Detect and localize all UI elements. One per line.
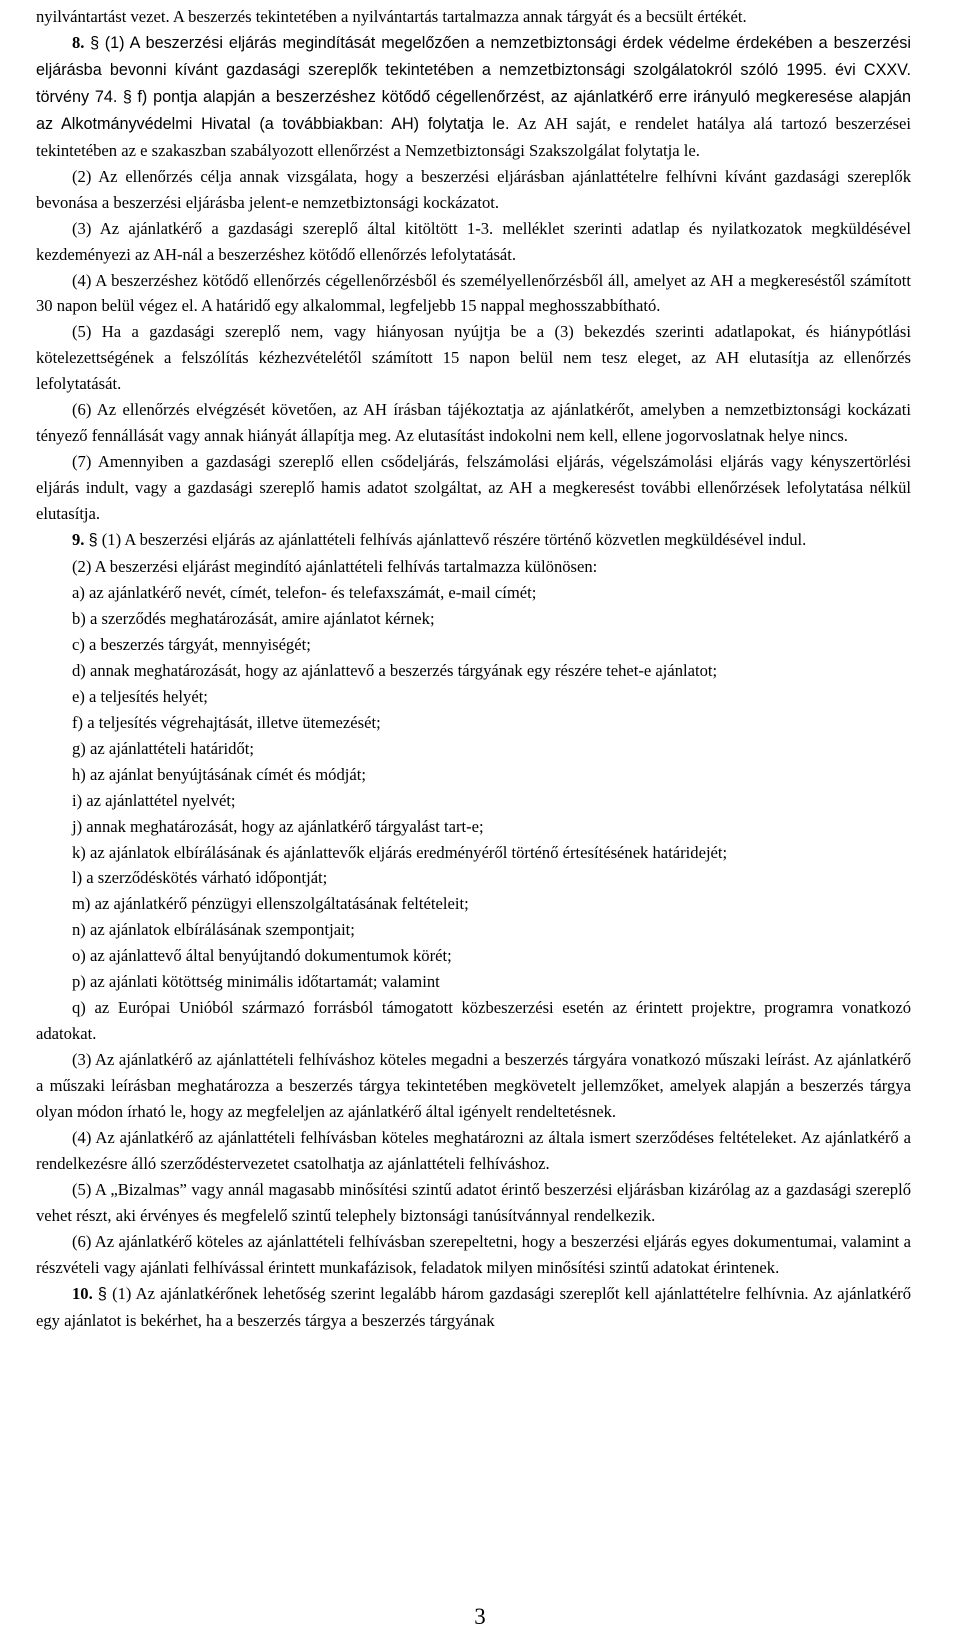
list-item: p) az ajánlati kötöttség minimális időtartamát; valamint: [72, 972, 440, 992]
list-item: e) a teljesítés helyét;: [72, 686, 208, 706]
section-8-paragraph-1-text-a: (1) A beszerzési eljárás megindítását megelőzően a nemzetbiztonsági érdek védelme érdekében a beszerzési eljárásba bevonni kívánt gazdasági szereplők tekintetében a nemzetbiztonsági szolgálatokról szóló 1995. évi CXXV. törvény 74.: [36, 33, 911, 106]
section-10-paragraph-1: [36, 1281, 911, 1334]
section-8-paragraph-3: (3) Az ajánlatkérő a gazdasági szereplő által kitöltött 1-3. melléklet szerinti adatlap és nyilatkozatok megküldésével kezdeményezi az AH-nál a beszerzéshez kötődő ellenőrzés lefolytatását.: [36, 218, 911, 264]
section-8-paragraph-5: (5) Ha a gazdasági szereplő nem, vagy hiányosan nyújtja be a (3) bekezdés szerinti adatlapokat, és hiánypótlási kötelezettségének a felszólítás kézhezvételétől számított 15 napon belül nem tesz eleget, az AH elutasítja az ellenőrzés lefolytatását.: [36, 322, 911, 394]
section-sign: §: [90, 33, 100, 52]
list-item: k) az ajánlatok elbírálásának és ajánlattevők eljárás eredményéről történő értesítésének határidejét;: [72, 842, 728, 862]
list-item: g) az ajánlattételi határidőt;: [72, 738, 254, 758]
list-item: l) a szerződéskötés várható időpontját;: [72, 868, 328, 888]
list-item: h) az ajánlat benyújtásának címét és módját;: [72, 764, 366, 784]
section-9-paragraph-4: (4) Az ajánlatkérő az ajánlattételi felhívásban köteles meghatározni az általa ismert szerződéses feltételeket. Az ajánlatkérő a rendelkezésre álló szerződéstervezetet csatolhatja az ajánlattételi felhíváshoz.: [36, 1127, 911, 1173]
section-9-paragraph-5: (5) A „Bizalmas” vagy annál magasabb minősítési szintű adatot érintő beszerzési eljárásban kizárólag az a gazdasági szereplő vehet részt, aki érvényes és megfelelő szintű telephely biztonsági tanúsítvánnyal rendelkezik.: [36, 1179, 911, 1225]
section-9-paragraph-2-intro: (2) A beszerzési eljárást megindító ajánlattételi felhívás tartalmazza különösen:: [72, 557, 598, 577]
list-item: j) annak meghatározását, hogy az ajánlatkérő tárgyalást tart-e;: [72, 816, 484, 836]
section-8-paragraph-1-text-b: f) pontja alapján a beszerzéshez kötődő cégellenőrzést, az ajánlatkérő erre irányuló megkeresése alapján az Alkotmányvédelmi Hivatal (a továbbiakban: AH) folytatja le.: [36, 87, 911, 133]
document-body: [36, 4, 911, 1334]
section-10-number: 10.: [72, 1283, 93, 1303]
list-item: o) az ajánlattevő által benyújtandó dokumentumok körét;: [72, 946, 452, 966]
section-8-paragraph-7: (7) Amennyiben a gazdasági szereplő ellen csődeljárás, felszámolási eljárás, végelszámolási eljárás vagy kényszertörlési eljárás indult, vagy a gazdasági szereplő hamis adatot szolgáltat, az AH a megkeresést további ellenőrzések lefolytatása nélkül elutasítja.: [36, 452, 911, 524]
section-8-paragraph-2: (2) Az ellenőrzés célja annak vizsgálata, hogy a beszerzési eljárásban ajánlattételre felhívni kívánt gazdasági szereplők bevonása a beszerzési eljárásba jelent-e nemzetbiztonsági kockázatot.: [36, 166, 911, 212]
list-item: b) a szerződés meghatározását, amire ajánlatot kérnek;: [72, 608, 435, 628]
list-item: c) a beszerzés tárgyát, mennyiségét;: [72, 634, 311, 654]
list-item-q: q) az Európai Unióból származó forrásból támogatott közbeszerzési esetén az érintett projektre, programra vonatkozó adatokat.: [36, 998, 911, 1044]
paragraph-continuation: nyilvántartást vezet. A beszerzés tekintetében a nyilvántartás tartalmazza annak tárgyát és a becsült értékét.: [36, 7, 747, 26]
section-sign: §: [122, 87, 132, 106]
section-8-paragraph-6: (6) Az ellenőrzés elvégzését követően, az AH írásban tájékoztatja az ajánlatkérőt, amelyben a nemzetbiztonsági kockázati tényező fennállását vagy annak hiányát állapítja meg. Az elutasítást indokolni nem kell, ellene jogorvoslatnak helye nincs.: [36, 400, 911, 446]
section-8-paragraph-1: [36, 30, 911, 164]
list-item: f) a teljesítés végrehajtását, illetve ütemezését;: [72, 712, 381, 732]
enumeration-list: [36, 580, 911, 995]
list-item: n) az ajánlatok elbírálásának szempontjait;: [72, 920, 355, 940]
list-item: i) az ajánlattétel nyelvét;: [72, 790, 236, 810]
list-item: a) az ajánlatkérő nevét, címét, telefon- és telefaxszámát, e-mail címét;: [72, 582, 537, 602]
list-item: d) annak meghatározását, hogy az ajánlattevő a beszerzés tárgyának egy részére tehet-e ajánlatot;: [72, 660, 718, 680]
section-9-paragraph-3: (3) Az ajánlatkérő az ajánlattételi felhíváshoz köteles megadni a beszerzés tárgyára vonatkozó műszaki leírást. Az ajánlatkérő a műszaki leírásban meghatározza a beszerzés tárgya tekintetében megkövetelt jellemzőket, amelyek alapján a beszerzés tárgya olyan módon írható le, hogy az megfeleljen az ajánlatkérő által igényelt rendeltetésnek.: [36, 1050, 911, 1122]
list-item: m) az ajánlatkérő pénzügyi ellenszolgáltatásának feltételeit;: [72, 894, 469, 914]
section-9-paragraph-1-text: (1) A beszerzési eljárás az ajánlattételi felhívás ajánlattevő részére történő közvetlen megküldésével indul.: [101, 530, 807, 550]
page-number: 3: [474, 1604, 486, 1629]
section-8-paragraph-1-text-c: Az AH saját, e rendelet hatálya alá tartozó beszerzései tekintetében az e szakaszban szabályozott ellenőrzést a Nemzetbiztonsági Szakszolgálat folytatja le.: [36, 113, 911, 160]
section-8-paragraph-4: (4) A beszerzéshez kötődő ellenőrzés cégellenőrzésből és személyellenőrzésből áll, amelyet az AH a megkereséstől számított 30 napon belül végez el. A határidő egy alkalommal, legfeljebb 15 nappal meghosszabbítható.: [36, 270, 911, 316]
section-sign: §: [97, 1284, 107, 1303]
section-9-number: 9.: [72, 530, 85, 550]
section-9-paragraph-1: [36, 527, 911, 554]
section-9-paragraph-6: (6) Az ajánlatkérő köteles az ajánlattételi felhívásban szerepeltetni, hogy a beszerzési eljárás egyes dokumentumai, valamint a részvételi vagy ajánlati felhívással érintett munkafázisok, feladatok milyen minősítési szintű adatokat érintenek.: [36, 1231, 911, 1277]
section-sign: §: [88, 531, 98, 550]
section-10-paragraph-1-text: (1) Az ajánlatkérőnek lehetőség szerint legalább három gazdasági szereplőt kell ajánlattételre felhívnia. Az ajánlatkérő egy ajánlatot is bekérhet, ha a beszerzés tárgya a beszerzés tárgyának: [36, 1283, 912, 1330]
section-8-number: 8.: [72, 32, 85, 52]
